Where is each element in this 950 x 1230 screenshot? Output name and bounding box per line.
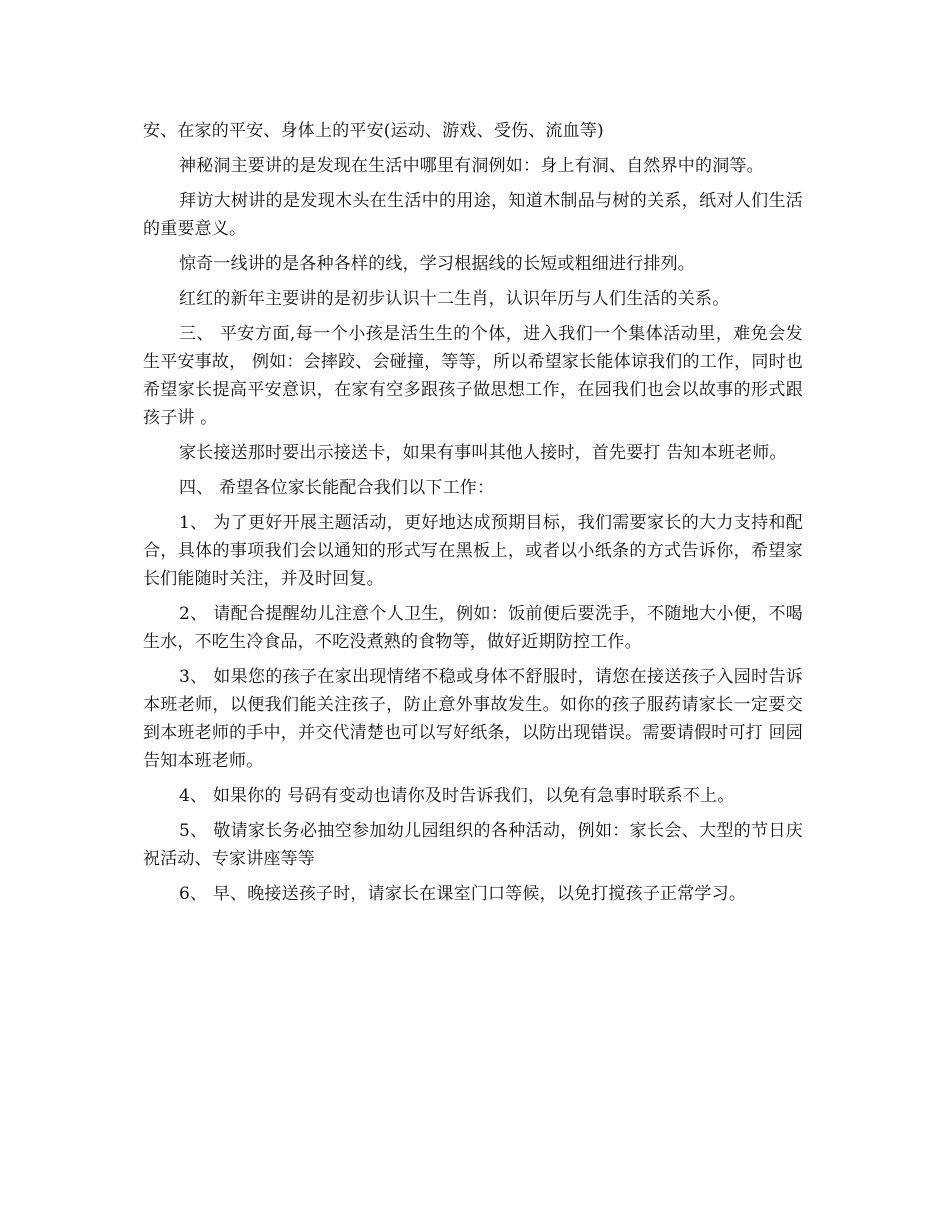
document-body (143, 117, 803, 915)
paragraph-amazing-line: 惊奇一线讲的是各种各样的线，学习根据线的长短或粗细进行排列。 (179, 254, 695, 274)
paragraph-safety-continued: 安、在家的平安、身体上的平安(运动、游戏、受伤、流血等) (143, 121, 604, 141)
paragraph-item-5: 5、 敬请家长务必抽空参加幼儿园组织的各种活动，例如：家长会、大型的节日庆祝活动、专家讲座等等 (143, 821, 803, 869)
paragraph-visit-big-tree: 拜访大树讲的是发现木头在生活中的用途，知道木制品与树的关系，纸对人们生活的重要意义。 (143, 191, 803, 239)
paragraph-item-3: 3、 如果您的孩子在家出现情绪不稳或身体不舒服时，请您在接送孩子入园时告诉本班老师，以便我们能关注孩子，防止意外事故发生。如你的孩子服药请家长一定要交到本班老师的手中，并交代清楚也可以写好纸条，以防出现错误。需要请假时可打 回园告知本班老师。 (143, 667, 803, 771)
paragraph-item-4: 4、 如果你的 号码有变动也请你及时告诉我们，以免有急事时联系不上。 (179, 786, 735, 806)
paragraph-item-2: 2、 请配合提醒幼儿注意个人卫生，例如：饭前便后要洗手，不随地大小便，不喝生水，不吃生冷食品，不吃没煮熟的食物等，做好近期防控工作。 (143, 604, 803, 652)
paragraph-pickup-card: 家长接送那时要出示接送卡，如果有事叫其他人接时，首先要打 告知本班老师。 (179, 443, 787, 463)
paragraph-red-new-year: 红红的新年主要讲的是初步认识十二生肖，认识年历与人们生活的关系。 (179, 289, 730, 309)
paragraph-item-1: 1、 为了更好开展主题活动，更好地达成预期目标，我们需要家长的大力支持和配合，具体的事项我们会以通知的形式写在黑板上，或者以小纸条的方式告诉你，希望家长们能随时关注，并及时回复。 (143, 513, 803, 589)
paragraph-item-6: 6、 早、晚接送孩子时，请家长在课室门口等候，以免打搅孩子正常学习。 (179, 884, 747, 904)
paragraph-mysterious-hole: 神秘洞主要讲的是发现在生活中哪里有洞例如：身上有洞、自然界中的洞等。 (179, 156, 764, 176)
paragraph-section-four-heading: 四、 希望各位家长能配合我们以下工作： (179, 478, 495, 498)
paragraph-section-three-safety: 三、 平安方面,每一个小孩是活生生的个体，进入我们一个集体活动里，难免会发生平安事故， 例如：会摔跤、会碰撞，等等，所以希望家长能体谅我们的工作，同时也希望家长提高平安意识，在家有空多跟孩子做思想工作，在园我们也会以故事的形式跟孩子讲 。 (143, 324, 803, 428)
